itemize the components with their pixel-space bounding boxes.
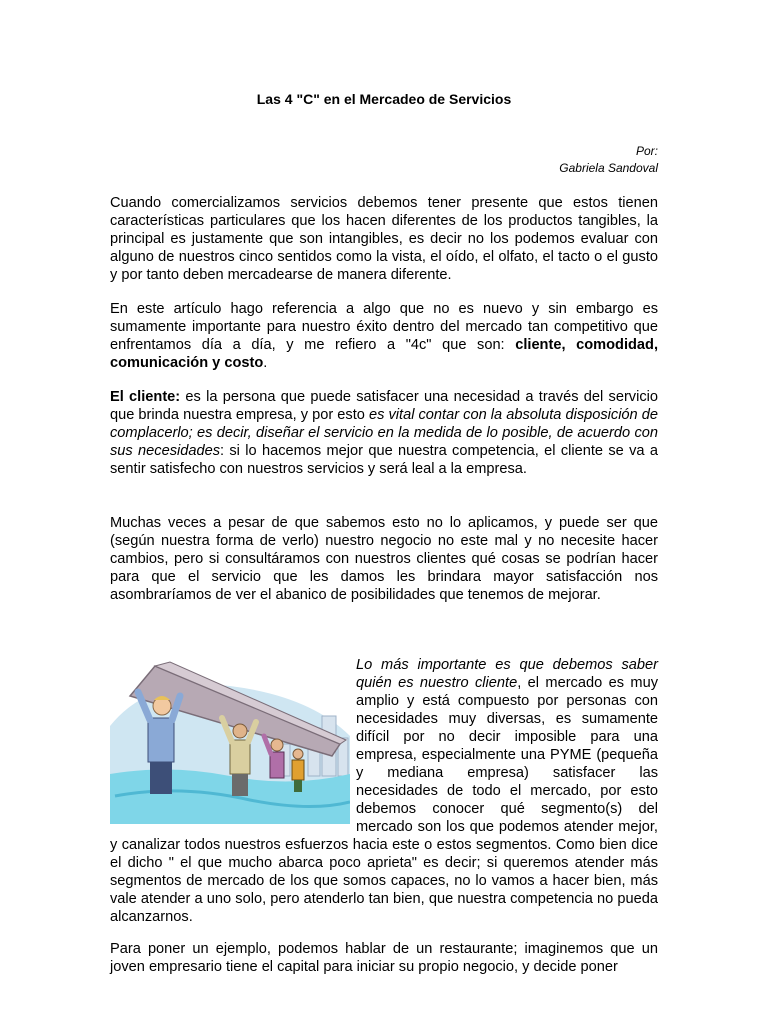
paragraph-4c-bold: cliente, comodidad, comunicación y costo bbox=[110, 337, 658, 371]
paragraph-4c bbox=[110, 300, 658, 390]
paragraph-cliente-lead: El cliente: bbox=[110, 389, 181, 405]
paragraph-cliente-text1: es la persona que puede satisfacer una necesidad a través del servicio que brinda nuestra empresa, y por esto bbox=[110, 389, 658, 423]
paragraph-cliente-italic: es vital contar con la absoluta disposición de complacerlo; es decir, diseñar el servicio en la medida de lo posible, de acuerdo con sus necesidades bbox=[110, 407, 658, 459]
byline-author: Gabriela Sandoval bbox=[559, 161, 658, 175]
paragraph-mejorar-text: Muchas veces a pesar de que sabemos esto no lo aplicamos, y puede ser que (según nuestra forma de verlo) nuestro negocio no este mal y no necesite hacer cambios, pero si consultáramos con nuestros clientes qué cosas se podrían hacer para que el servicio que les damos les brindara mayor satisfacción nos asombraríamos de ver el abanico de posibilidades que tenemos de mejorar. bbox=[110, 515, 658, 603]
paragraph-segmentos-italic: Lo más importante es que debemos saber quién es nuestro cliente bbox=[356, 657, 658, 691]
team-carrying-beam-illustration bbox=[110, 656, 350, 824]
paragraph-4c-text: En este artículo hago referencia a algo que no es nuevo y sin embargo es sumamente importante para nuestro éxito dentro del mercado tan competitivo que enfrentamos día a día, y me refiero a "4c" que son: bbox=[110, 301, 658, 353]
paragraph-segmentos bbox=[110, 656, 658, 926]
paragraph-cliente bbox=[110, 388, 658, 496]
paragraph-cliente-text2: : si lo hacemos mejor que nuestra competencia, el cliente se va a sentir satisfecho con nuestros servicios y será leal a la empresa. bbox=[110, 443, 658, 477]
paragraph-segmentos-text: , el mercado es muy amplio y está compuesto por personas con necesidades muy diversas, es sumamente difícil por no decir imposible para una empresa, especialmente una PYME (pequeña y mediana empresa) satisfacer las necesidades de todo el mercado, por esto debemos conocer qué segmento(s) del mercado son los que podemos atender mejor, y canalizar todos nuestros esfuerzos hacia este o estos segmentos. Como bien dice el dicho " el que mucho abarca poco aprieta" es decir; si queremos atender más segmentos de mercado de los que somos capaces, no lo vamos a hacer bien, más vale atender a uno solo, pero atenderlo tan bien, que nuestra competencia no pueda alcanzarnos. bbox=[110, 675, 658, 925]
paragraph-intro bbox=[110, 194, 658, 302]
clipart-image bbox=[110, 656, 350, 824]
paragraph-mejorar bbox=[110, 514, 658, 622]
paragraph-intro-text: Cuando comercializamos servicios debemos tener presente que estos tienen características particulares que los hacen diferentes de los productos tangibles, la principal es justamente que son intangibles, es decir no los podemos evaluar con alguno de nuestros cinco sentidos como la vista, el oído, el olfato, el tacto o el gusto y por tanto deben mercadearse de manera diferente. bbox=[110, 195, 658, 283]
paragraph-4c-end: . bbox=[263, 355, 268, 371]
paragraph-restaurante-text: Para poner un ejemplo, podemos hablar de un restaurante; imaginemos que un joven empresario tiene el capital para iniciar su propio negocio, y decide poner bbox=[110, 941, 658, 975]
byline bbox=[559, 143, 658, 177]
byline-label: Por: bbox=[635, 144, 658, 158]
paragraph-restaurante bbox=[110, 940, 658, 994]
document-title: Las 4 "C" en el Mercadeo de Servicios bbox=[256, 91, 512, 107]
